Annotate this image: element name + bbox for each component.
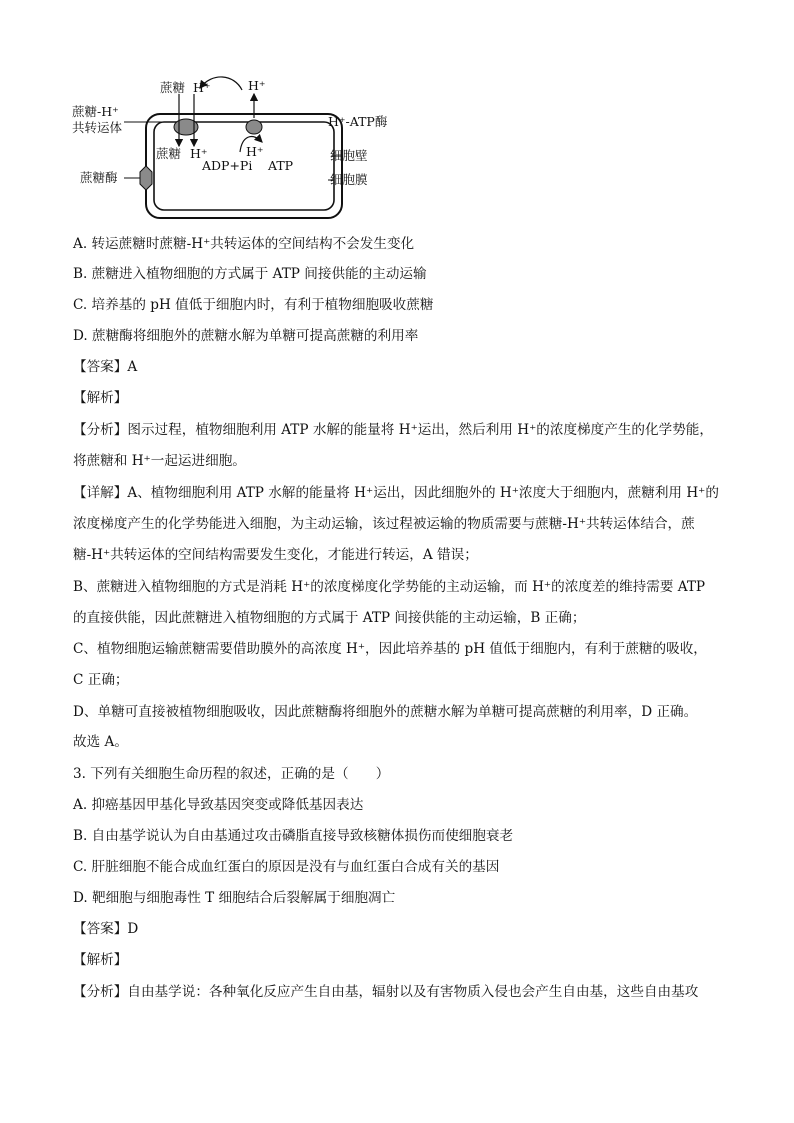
label-h-inside: H⁺: [190, 146, 208, 161]
detail-b-2: 的直接供能，因此蔗糖进入植物细胞的方式属于 ATP 间接供能的主动运输，B 正确；: [73, 610, 586, 626]
label-sucrose-top: 蔗糖: [160, 80, 186, 95]
label-cell-wall: 细胞壁: [330, 148, 368, 163]
detail-b-1: B、蔗糖进入植物细胞的方式是消耗 H⁺的浓度梯度化学势能的主动运输，而 H⁺的浓度差的维持需要 ATP: [73, 579, 706, 595]
cotransport-diagram: [66, 72, 406, 224]
detail-para-1: 【详解】A、植物细胞利用 ATP 水解的能量将 H⁺运出，因此细胞外的 H⁺浓度大于细胞内，蔗糖利用 H⁺的: [73, 485, 719, 501]
q3-option-a: A. 抑癌基因甲基化导致基因突变或降低基因表达: [73, 797, 364, 813]
analysis-label: 【解析】: [73, 390, 128, 406]
sucrase-enzyme: [140, 166, 152, 190]
detail-c-1: C、植物细胞运输蔗糖需要借助膜外的高浓度 H⁺，因此培养基的 pH 值低于细胞内，有利于蔗糖的吸收，: [73, 641, 707, 657]
label-adp-pi: ADP+Pi: [202, 158, 253, 173]
label-atpase: H⁺-ATP酶: [328, 114, 388, 129]
q3-answer-label: 【答案】D: [73, 921, 139, 937]
detail-c-2: C 正确；: [73, 672, 129, 688]
label-cell-membrane: 细胞膜: [330, 172, 368, 187]
label-cotransporter: 蔗糖-H⁺: [72, 104, 119, 119]
label-sucrose-inside: 蔗糖: [156, 146, 182, 161]
label-h-inside-2: H⁺: [246, 144, 264, 159]
label-sucrase: 蔗糖酶: [80, 170, 118, 185]
label-atp: ATP: [268, 158, 294, 173]
question-3: 3. 下列有关细胞生命历程的叙述，正确的是（ ）: [73, 766, 390, 782]
q3-option-c: C. 肝脏细胞不能合成血红蛋白的原因是没有与血红蛋白合成有关的基因: [73, 859, 500, 875]
label-cotransporter-2: 共转运体: [72, 120, 123, 135]
detail-d-1: D、单糖可直接被植物细胞吸收，因此蔗糖酶将细胞外的蔗糖水解为单糖可提高蔗糖的利用率，D 正确。: [73, 704, 698, 720]
detail-conclusion: 故选 A。: [73, 734, 128, 750]
q3-analysis-label: 【解析】: [73, 952, 128, 968]
detail-para-3: 糖-H⁺共转运体的空间结构需要发生变化，才能进行转运，A 错误；: [73, 547, 478, 563]
option-d: D. 蔗糖酶将细胞外的蔗糖水解为单糖可提高蔗糖的利用率: [73, 328, 419, 344]
answer-label: 【答案】A: [73, 359, 138, 375]
q3-option-d: D. 靶细胞与细胞毒性 T 细胞结合后裂解属于细胞凋亡: [73, 890, 396, 906]
atpase-protein: [246, 120, 262, 134]
option-a: A. 转运蔗糖时蔗糖-H⁺共转运体的空间结构不会发生变化: [73, 236, 415, 252]
option-c: C. 培养基的 pH 值低于细胞内时，有利于植物细胞吸收蔗糖: [73, 297, 434, 313]
detail-para-2: 浓度梯度产生的化学势能进入细胞，为主动运输，该过程被运输的物质需要与蔗糖-H⁺共转运体结合，蔗: [73, 516, 695, 532]
q3-option-b: B. 自由基学说认为自由基通过攻击磷脂直接导致核糖体损伤而使细胞衰老: [73, 828, 514, 844]
option-b: B. 蔗糖进入植物细胞的方式属于 ATP 间接供能的主动运输: [73, 266, 427, 282]
analysis-para-2: 将蔗糖和 H⁺一起运进细胞。: [73, 453, 246, 469]
analysis-para-1: 【分析】图示过程，植物细胞利用 ATP 水解的能量将 H⁺运出，然后利用 H⁺的浓度梯度产生的化学势能，: [73, 422, 713, 438]
label-h-top-right: H⁺: [248, 78, 266, 93]
q3-analysis-para-1: 【分析】自由基学说：各种氧化反应产生自由基，辐射以及有害物质入侵也会产生自由基，这些自由基攻: [73, 984, 699, 1000]
label-h-top-left: H⁺: [193, 80, 211, 95]
